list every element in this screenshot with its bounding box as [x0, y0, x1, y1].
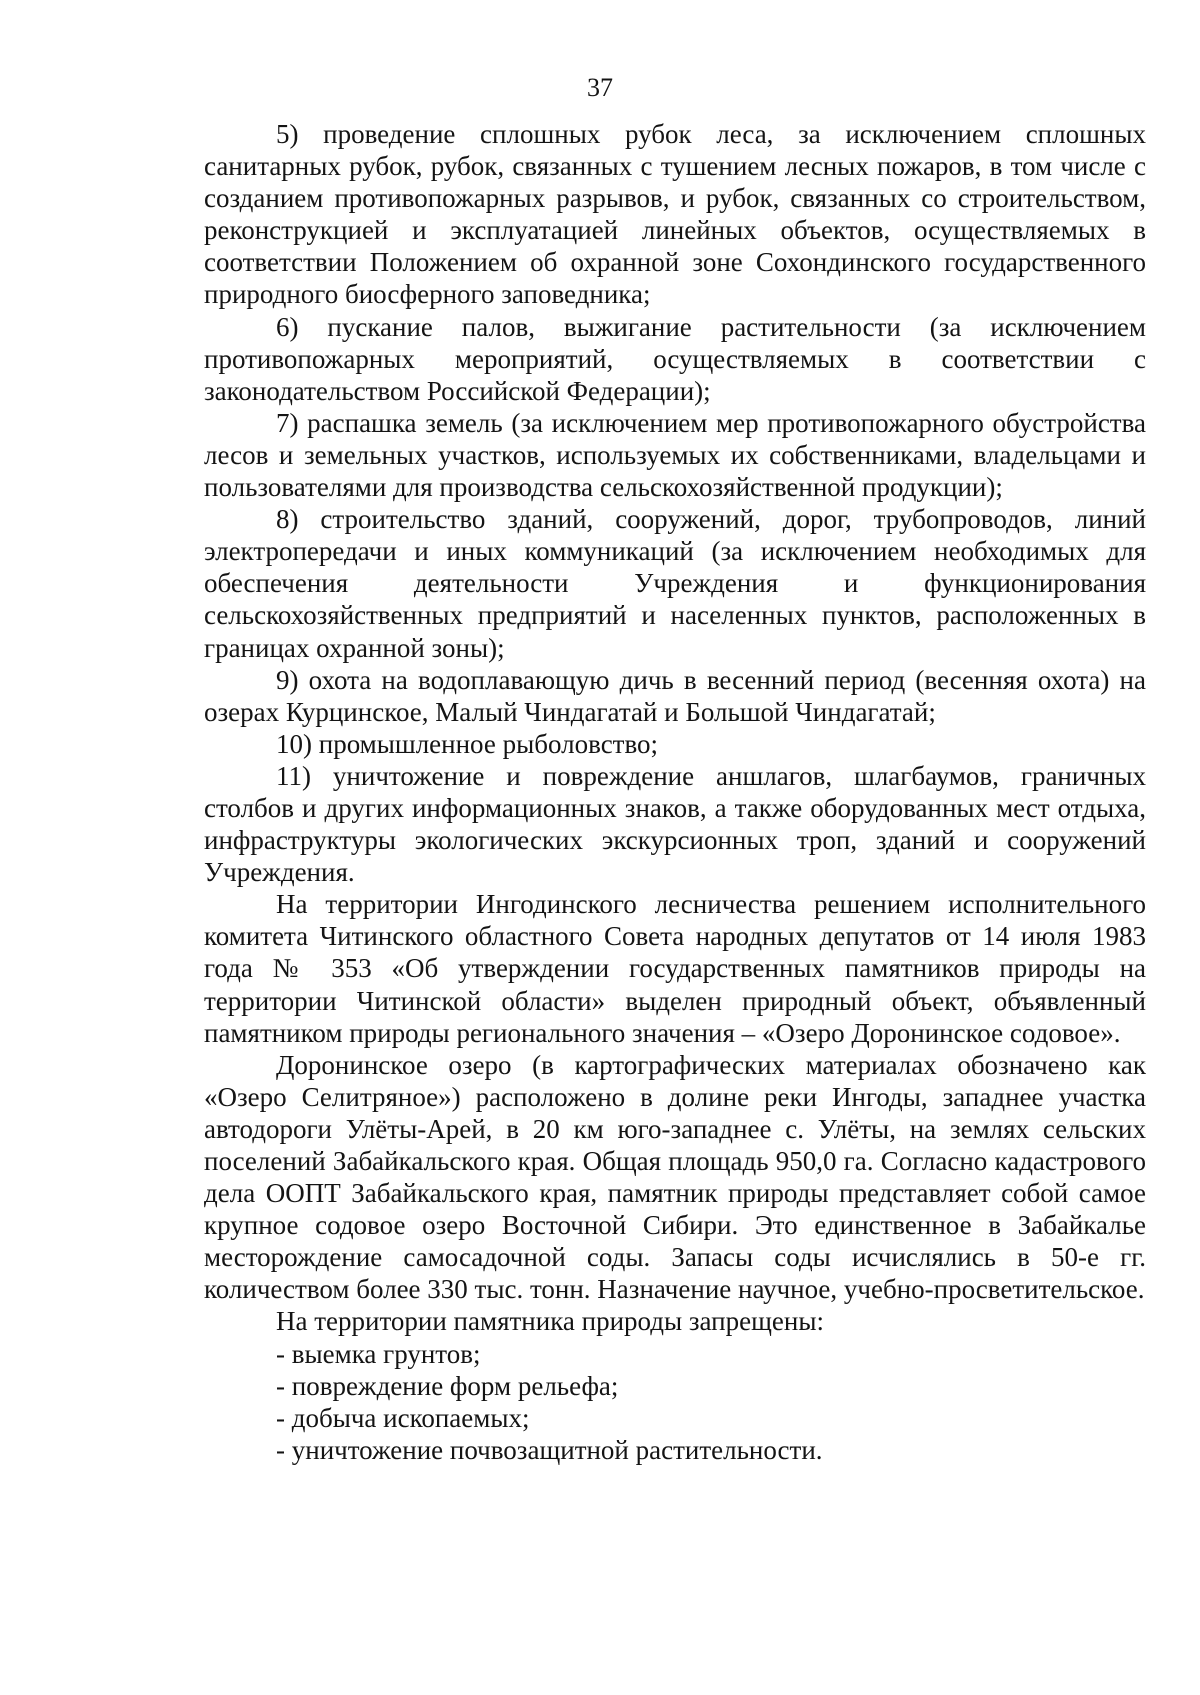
list-item: - повреждение форм рельефа;: [276, 1370, 619, 1401]
document-body: [204, 118, 1146, 1466]
paragraph-item-5: 5) проведение сплошных рубок леса, за исключением сплошных санитарных рубок, рубок, связанных с тушением лесных пожаров, в том числе с созданием противопожарных разрывов, и рубок, связанных со строительством, реконструкцией и эксплуатацией линейных объектов, осуществляемых в соответствии Положением об охранной зоне Сохондинского государственного природного биосферного заповедника;: [204, 119, 1146, 310]
list-item: - уничтожение почвозащитной растительности.: [276, 1434, 823, 1465]
paragraph-item-10: 10) промышленное рыболовство;: [276, 728, 659, 759]
list-item: - выемка грунтов;: [276, 1338, 481, 1369]
paragraph-doronin-lake: Доронинское озеро (в картографических материалах обозначено как «Озеро Селитряное») расположено в долине реки Ингоды, западнее участка автодороги Улёты-Арей, в 20 км юго-западнее с. Улёты, на землях сельских поселений Забайкальского края. Общая площадь 950,0 га. Согласно кадастрового дела ООПТ Забайкальского края, памятник природы представляет собой самое крупное содовое озеро Восточной Сибири. Это единственное в Забайкалье месторождение самосадочной соды. Запасы соды исчислялись в 50-е гг. количеством более 330 тыс. тонн. Назначение научное, учебно-просветительское.: [204, 1049, 1146, 1305]
page-number: 37: [587, 73, 613, 102]
paragraph-item-7: 7) распашка земель (за исключением мер противопожарного обустройства лесов и земельных участков, используемых их собственниками, владельцами и пользователями для производства сельскохозяйственной продукции);: [204, 407, 1146, 503]
paragraph-ingoda-forestry: На территории Ингодинского лесничества решением исполнительного комитета Читинского областного Совета народных депутатов от 14 июля 1983 года № 353 «Об утверждении государственных памятников природы на территории Читинской области» выделен природный объект, объявленный памятником природы регионального значения – «Озеро Доронинское содовое».: [204, 889, 1146, 1048]
paragraph-prohibitions-intro: На территории памятника природы запрещены:: [276, 1306, 824, 1337]
list-item: - добыча ископаемых;: [276, 1402, 530, 1433]
paragraph-item-8: 8) строительство зданий, сооружений, дорог, трубопроводов, линий электропередачи и иных коммуникаций (за исключением необходимых для обеспечения деятельности Учреждения и функционирования сельскохозяйственных предприятий и населенных пунктов, расположенных в границах охранной зоны);: [204, 504, 1146, 663]
paragraph-item-9: 9) охота на водоплавающую дичь в весенний период (весенняя охота) на озерах Курцинское, Малый Чиндагатай и Большой Чиндагатай;: [204, 664, 1146, 727]
paragraph-item-11: 11) уничтожение и повреждение аншлагов, шлагбаумов, граничных столбов и других информационных знаков, а также оборудованных мест отдыха, инфраструктуры экологических экскурсионных троп, зданий и сооружений Учреждения.: [204, 760, 1146, 888]
paragraph-item-6: 6) пускание палов, выжигание растительности (за исключением противопожарных мероприятий, осуществляемых в соответствии с законодательством Российской Федерации);: [204, 311, 1146, 406]
